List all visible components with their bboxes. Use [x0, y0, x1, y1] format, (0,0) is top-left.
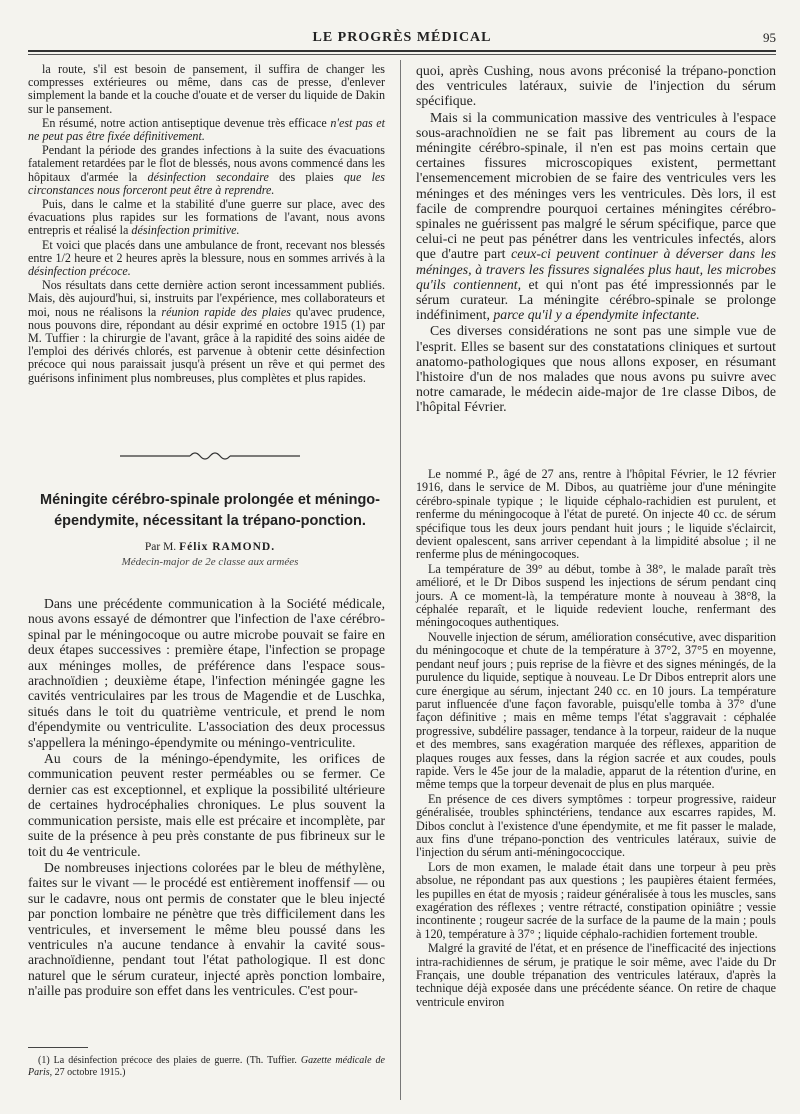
paragraph: En présence de ces divers symptômes : torpeur progressive, raideur généralisée, troubles sphinctériens, tendance aux escarres rapides, M. Dibos conclut à l'existence d'une épendymite, et me fit passer le malade, aux fins d'une trépano-ponction des ventricules latéraux, suivie de l'injection du sérum anti-méningococcique.	[416, 791, 776, 860]
journal-title: LE PROGRÈS MÉDICAL	[312, 30, 492, 45]
column-divider	[400, 60, 401, 1100]
left-column-bottom	[28, 596, 385, 1000]
paragraph: quoi, après Cushing, nous avons préconisé la trépano-ponction des ventricules latéraux, suivie de l'injection du sérum spécifique.	[416, 63, 776, 109]
paragraph: En résumé, notre action antiseptique devenue très efficace n'est pas et ne peut pas être fixée définitivement.	[28, 115, 385, 144]
footnote: (1) La désinfection précoce des plaies de guerre. (Th. Tuffier. Gazette médicale de Paris, 27 octobre 1915.)	[28, 1055, 385, 1078]
right-column-top	[416, 63, 776, 416]
author-affiliation: Médecin-major de 2e classe aux armées	[121, 556, 299, 568]
paragraph: la route, s'il est besoin de pansement, il suffira de changer les compresses extérieures ou même, dans cas de presse, d'enlever simplement la bande et la couche d'ouate et de verser du liquide de Dakin sur le pansement.	[28, 62, 385, 116]
paragraph: Et voici que placés dans une ambulance de front, recevant nos blessés entre 1/2 heure et 2 heures après la blessure, nous en sommes arrivés à la désinfection précoce.	[28, 237, 385, 279]
paragraph: Pendant la période des grandes infections à la suite des évacuations fatalement retardées par le flot de blessés, nous avons commencé dans les hôpitaux d'armée la désinfection secondaire des plaies que les circonstances nous forceront peut être à reprendre.	[28, 143, 386, 197]
right-column-bottom	[416, 468, 776, 1010]
author-name: Félix RAMOND.	[179, 541, 276, 553]
page-number: 95	[763, 30, 776, 45]
left-column-top	[28, 63, 385, 386]
paragraph: Lors de mon examen, le malade était dans une torpeur à peu près absolue, ne répondant pas aux questions ; les paupières étaient fermées, les pupilles en état de myosis ; raideur généralisée à tous les muscles, sans exagération des réflexes ; ventre rétracté, constipation opiniâtre ; vessie incontinente ; rougeur sacrée de la surface de la paume de la main ; pouls à 120, température à 37° ; liquide céphalo-rachidien fortement trouble.	[416, 859, 776, 941]
header-rule	[28, 50, 776, 52]
running-head	[28, 30, 776, 50]
byline: Par M. Félix RAMOND. Médecin-major de 2e classe aux armées	[30, 540, 390, 570]
paragraph: Puis, dans le calme et la stabilité d'une guerre sur place, avec des évacuations plus rapides sur les formations de l'avant, nous avons entrepris et réalisé la désinfection primitive.	[28, 197, 385, 238]
paragraph: Mais si la communication massive des ventricules à l'espace sous-arachnoïdien ne se fait pas librement au cours de la méningite cérébro-spinale, il n'en est pas moins certain que certaines fissures microscopiques existent, permettant l'ensemencement microbien de se faire des ventricules vers les méninges et des méninges vers les ventricules. Dès lors, il est facile de comprendre pourquoi certaines méningites cérébro-spinales ne guérissent pas malgré le sérum spécifique, parce que celui-ci ne peut pas pénétrer dans les ventricules infectés, alors que d'autre part ceux-ci peuvent continuer à déverser dans les méninges, à travers les fissures signalées plus haut, les microbes qu'ils contiennent, et qui n'ont pas été impressionnés par le sérum curateur. La méningite cérébro-spinale se prolonge indéfiniment, parce qu'il y a épendymite infectante.	[416, 109, 777, 323]
paragraph: Malgré la gravité de l'état, et en présence de l'inefficacité des injections intra-rachidiennes de sérum, je pratique le soir même, avec l'aide du Dr Français, une double trépanation des ventricules latéraux, d'après la technique déjà exposée dans une précédente séance. On retire de chaque ventricule environ	[416, 941, 776, 1009]
paragraph: Nouvelle injection de sérum, amélioration consécutive, avec disparition du méningocoque et chute de la température à 37°2, 37°5 en moyenne, pendant neuf jours ; puis reprise de la fièvre et des signes méningés, de la purulence du liquide, septique à nouveau. Le Dr Dibos entreprit alors une cure énergique au sérum, injectant 240 cc. en 10 jours. La température parut influencée d'une façon favorable, puisqu'elle tomba à 37° d'une façon définitive ; mais en même temps l'état s'aggravait : céphalée progressive, subdélire passager, tendance à la torpeur, raideur de la nuque et des membres, sans exagération marquée des réflexes, apparition de plaques rouges aux fesses, dans la région sacrée et aux coudes, pouls rapide. Vers le 45e jour de la maladie, apparut de la rétention d'urine, en même temps que la torpeur devenait de plus en plus marquée.	[416, 629, 776, 792]
article-title: Méningite cérébro-spinale prolongée et méningo- épendymite, nécessitant la trépano-ponction.	[40, 492, 380, 529]
header-rule-thin	[28, 54, 776, 55]
paragraph: Ces diverses considérations ne sont pas une simple vue de l'esprit. Elles se basent sur des constatations cliniques et surtout anatomo-pathologiques que nous allons exposer, en résumant l'histoire d'un de nos malades que nous avons pu suivre avec notre camarade, le médecin aide-major de 1re classe Dibos, de l'hôpital Février.	[416, 323, 776, 415]
paragraph: Au cours de la méningo-épendymite, les orifices de communication peuvent rester perméables ou se fermer. Ce dernier cas est exceptionnel, et explique la possibilité ultérieure de certaines hydrocéphalies chroniques. Le plus souvent la communication persiste, mais elle est précaire et incomplète, par suite de la présence à peu près constante de pus fibrineux sur le toit du 4e ventricule.	[28, 751, 385, 859]
paragraph: De nombreuses injections colorées par le bleu de méthylène, faites sur le vivant — le procédé est entièrement inoffensif — ou sur le cadavre, nous ont permis de constater que le bleu injecté par ponction lombaire ne pénètre que très difficilement dans les ventricules, et inversement le même bleu poussé dans les ventricules n'a aucune tendance à envahir la cavité sous-arachnoïdienne, pendant tout l'état pathologique. Il est donc naturel que le sérum curateur, injecté après ponction lombaire, n'aille pas produire son effet dans les ventricules. C'est pour-	[28, 859, 385, 999]
footnote-rule	[28, 1047, 88, 1048]
ornament-divider	[120, 448, 300, 464]
paragraph: Dans une précédente communication à la Société médicale, nous avons essayé de démontrer que l'infection de l'axe cérébro-spinal par le méningocoque ou autre microbe pouvait se faire en deux étapes successives : première étape, l'infection se propage aux méninges molles, de préférence dans l'espace sous-arachnoïdien ; deuxième étape, l'infection méningée gagne les cavités ventriculaires par les trous de Magendie et de Luschka, situés dans le toit du quatrième ventricule, et prend le nom d'épendymite ou ventriculite. L'association des deux processus s'appellera la méningo-épendymite ou méningo-ventriculite.	[28, 596, 385, 750]
paragraph: Le nommé P., âgé de 27 ans, rentre à l'hôpital Février, le 12 février 1916, dans le service de M. Dibos, au quatrième jour d'une méningite cérébro-spinale typique ; le liquide céphalo-rachidien est purulent, et renferme du méningocoque à l'état de pureté. On injecte 40 cc. de sérum spécifique tous les deux jours pendant huit jours ; le liquide s'éclaircit, devient opalescent, sans arriver cependant à la limpidité absolue ; il ne renferme plus de méningocoques.	[416, 467, 776, 562]
paragraph: La température de 39° au début, tombe à 38°, le malade paraît très amélioré, et le Dr Dibos suspend les injections de sérum pendant cinq jours. A ce moment-là, la température monte à nouveau à 38°8, la céphalée reparaît, et le liquide redevient louche, renfermant des méningocoques authentiques.	[416, 561, 776, 630]
paragraph: Nos résultats dans cette dernière action seront incessamment publiés. Mais, dès aujourd'hui, si, instruits par l'expérience, mes collaborateurs et moi, nous ne réalisons la réunion rapide des plaies qu'avec prudence, nous pouvons dire, répondant au désir exprimé en octobre 1915 (1) par M. Tuffier : la chirurgie de l'avant, grâce à la rapidité des soins aidée de l'emploi des dérivés chlorés, est parvenue à obtenir cette désinfection précoce qui nous paraissait jusqu'à présent un rêve et qui permet des guérisons infiniment plus nombreuses, plus complètes et plus rapides.	[28, 278, 386, 385]
